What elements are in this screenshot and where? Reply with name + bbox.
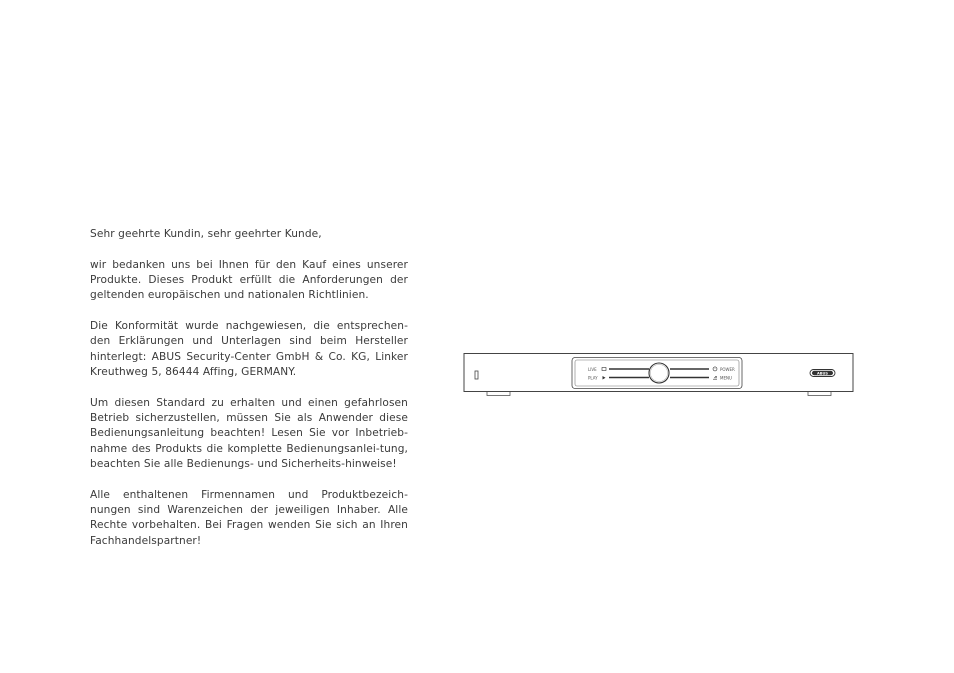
paragraph-safety-notice: Um diesen Standard zu erhalten und einen gefahrlosen Betrieb sicherzustellen, müssen Sie als Anwender diese Bedienungsanleitung beachten! Lesen Sie vor Inbetrieb-nahme des Produkts die komplette Bedienungsanlei-tung, beachten Sie alle Bedienungs- und Sicherheits-hinweise! bbox=[90, 396, 408, 471]
jog-dial bbox=[649, 363, 669, 383]
letter-text bbox=[90, 227, 408, 565]
brand-logo-text: ABUS bbox=[816, 371, 829, 376]
play-label: PLAY bbox=[588, 375, 598, 381]
salutation: Sehr geehrte Kundin, sehr geehrter Kunde, bbox=[90, 228, 322, 240]
device-foot-left bbox=[487, 392, 510, 396]
paragraph-conformity: Die Konformität wurde nachgewiesen, die entsprechen-den Erklärungen und Unterlagen sind beim Hersteller hinterlegt: ABUS Security-Center GmbH & Co. KG, Linker Kreuthweg 5, 86444 Affing, GERMANY. bbox=[90, 320, 408, 379]
power-label: POWER bbox=[720, 367, 735, 372]
device-foot-right bbox=[808, 392, 831, 396]
usb-port-icon bbox=[475, 371, 478, 379]
live-label: LIVE bbox=[588, 367, 597, 372]
menu-label: MENU bbox=[720, 375, 732, 381]
recorder-device-illustration bbox=[463, 352, 855, 398]
paragraph-trademarks: Alle enthaltenen Firmennamen und Produktbezeich-nungen sind Warenzeichen der jeweiligen Inhaber. Alle Rechte vorbehalten. Bei Fragen wenden Sie sich an Ihren Fachhandelspartner! bbox=[90, 488, 408, 547]
paragraph-purchase-thanks: wir bedanken uns bei Ihnen für den Kauf eines unserer Produkte. Dieses Produkt erfüllt die Anforderungen der geltenden europäischen und nationalen Richtlinien. bbox=[90, 258, 408, 302]
